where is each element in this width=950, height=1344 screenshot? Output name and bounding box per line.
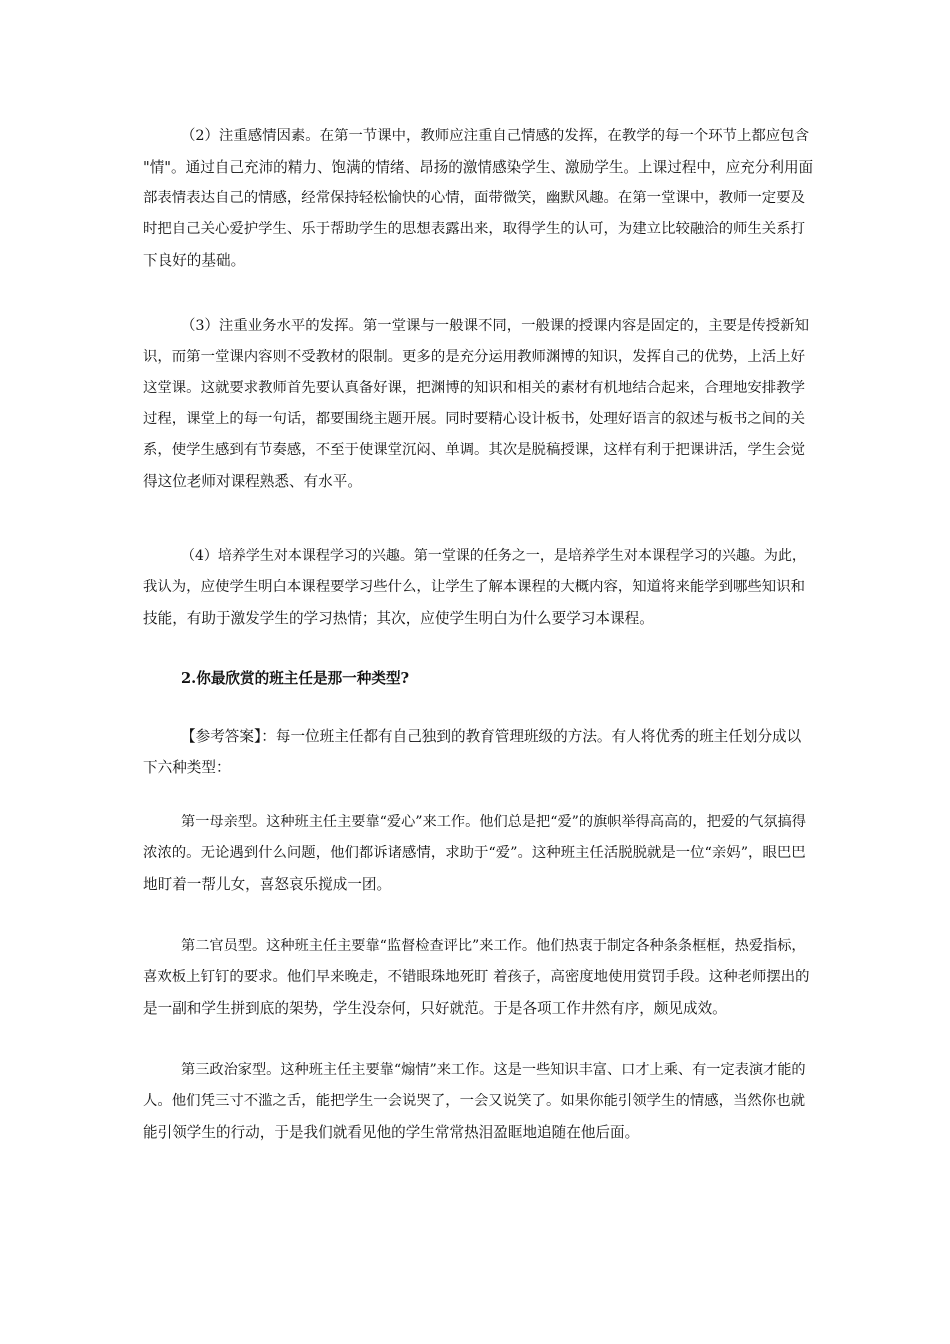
paragraph-politician-type	[143, 1055, 813, 1148]
text-line: （3）注重业务水平的发挥。第一堂课与一般课不同，一般课的授课内容是固定的，主要是传授新知	[181, 318, 809, 334]
text-line: "情"。通过自己充沛的精力、饱满的情绪、昂扬的激情感染学生、激励学生。上课过程中，应充分利用面	[143, 159, 814, 176]
text-line: 这堂课。这就要求教师首先要认真备好课，把渊博的知识和相关的素材有机地结合起来，合理地安排教学	[143, 380, 805, 396]
text-line: 第二官员型。这种班主任主要靠“监督检查评比”来工作。他们热衷于制定各种条条框框，热爱指标，	[181, 938, 806, 954]
paragraph-official-type	[143, 931, 813, 1024]
text-line: 技能，有助于激发学生的学习热情；其次，应使学生明白为什么要学习本课程。	[143, 610, 654, 627]
text-line: 过程，课堂上的每一句话，都要围绕主题开展。同时要精心设计板书，处理好语言的叙述与板书之间的关	[143, 411, 805, 427]
paragraph-mother-type	[143, 807, 813, 900]
text-line: 得这位老师对课程熟悉、有水平。	[143, 473, 362, 490]
text-line: 第三政治家型。这种班主任主要靠“煽情”来工作。这是一些知识丰富、口才上乘、有一定表演才能的	[181, 1062, 806, 1078]
text-line: 浓浓的。无论遇到什么问题，他们都诉诸感情，求助于“爱”。这种班主任活脱脱就是一位“亲妈”，眼巴巴	[143, 845, 806, 861]
question-heading	[143, 663, 813, 694]
text-line: 部表情表达自己的情感，经常保持轻松愉快的心情，面带微笑，幽默风趣。在第一堂课中，教师一定要及	[143, 190, 805, 206]
paragraph-learning-interest	[143, 541, 813, 634]
text-line: 我认为，应使学生明白本课程要学习些什么，让学生了解本课程的大概内容，知道将来能学到哪些知识和	[143, 579, 805, 595]
text-line: 时把自己关心爱护学生、乐于帮助学生的思想表露出来，取得学生的认可，为建立比较融洽的师生关系打	[143, 221, 805, 237]
text-line: （2）注重感情因素。在第一节课中，教师应注重自己情感的发挥，在教学的每一个环节上都应包含	[181, 128, 809, 144]
paragraph-emotional-factors	[143, 121, 813, 276]
paragraph-reference-answer	[143, 721, 813, 783]
text-line: 下六种类型：	[143, 759, 231, 776]
text-line: 地盯着一帮儿女，喜怒哀乐搅成一团。	[143, 876, 392, 893]
text-line: 识，而第一堂课内容则不受教材的限制。更多的是充分运用教师渊博的知识，发挥自己的优势，上活上好	[143, 349, 805, 365]
text-line: （4）培养学生对本课程学习的兴趣。第一堂课的任务之一，是培养学生对本课程学习的兴趣。为此，	[181, 548, 806, 564]
text-line: 系，使学生感到有节奏感，不至于使课堂沉闷、单调。其次是脱稿授课，这样有利于把课讲活，学生会觉	[143, 442, 805, 458]
paragraph-professional-level	[143, 311, 813, 497]
text-line: 【参考答案】：每一位班主任都有自己独到的教育管理班级的方法。有人将优秀的班主任划分成以	[181, 728, 802, 745]
question-text: 2.你最欣赏的班主任是那一种类型?	[181, 670, 410, 687]
text-line: 能引领学生的行动，于是我们就看见他的学生常常热泪盈眶地追随在他后面。	[143, 1124, 640, 1141]
text-line: 是一副和学生拼到底的架势，学生没奈何，只好就范。于是各项工作井然有序，颇见成效。	[143, 1000, 727, 1017]
text-line: 第一母亲型。这种班主任主要靠“爱心”来工作。他们总是把“爱”的旗帜举得高高的，把爱的气氛搞得	[181, 814, 806, 830]
text-line: 喜欢板上钉钉的要求。他们早来晚走，不错眼珠地死盯 着孩子，高密度地使用赏罚手段。这种老师摆出的	[143, 969, 810, 985]
text-line: 人。他们凭三寸不滥之舌，能把学生一会说哭了，一会又说笑了。如果你能引领学生的情感，当然你也就	[143, 1093, 805, 1109]
text-line: 下良好的基础。	[143, 252, 246, 269]
